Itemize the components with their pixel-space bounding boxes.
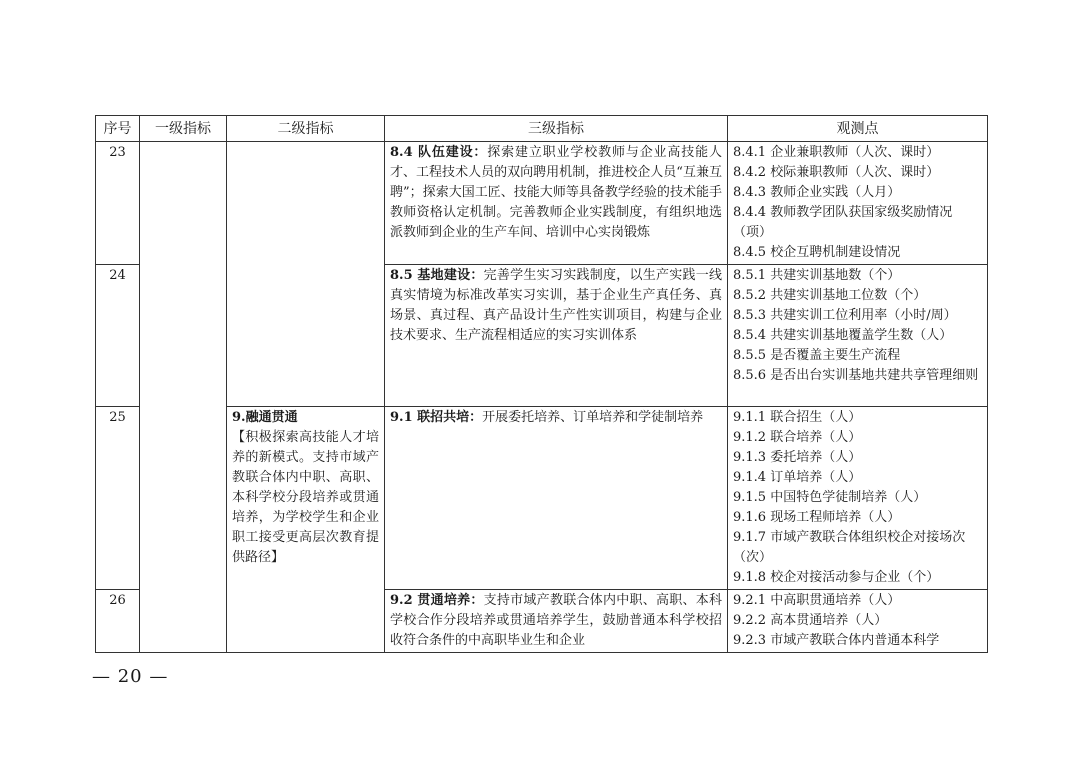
header-seq: 序号 [96, 116, 140, 142]
observation-cell [728, 265, 988, 407]
observation-cell [728, 407, 988, 590]
level2-title: 9.融通贯通 [232, 410, 298, 425]
observation-item: 9.1.1 联合招生（人） [733, 410, 862, 425]
observation-item: 8.5.6 是否出台实训基地共建共享管理细则 [733, 368, 979, 383]
observation-item: 9.1.8 校企对接活动参与企业（个） [733, 570, 940, 585]
observation-cell [728, 590, 988, 653]
observation-item: 9.2.2 高本贯通培养（人） [733, 613, 888, 628]
level3-cell [385, 590, 728, 653]
table-row [96, 407, 988, 590]
observation-item: 9.2.1 中高职贯通培养（人） [733, 593, 901, 608]
observation-item: 8.4.3 教师企业实践（人月） [733, 185, 901, 200]
observation-item: 8.5.1 共建实训基地数（个） [733, 268, 901, 283]
observation-item: 8.4.1 企业兼职教师（人次、课时） [733, 145, 940, 160]
observation-item: 8.4.4 教师教学团队获国家级奖励情况（项） [733, 205, 953, 240]
level3-text: 支持市域产教联合体内中职、高职、本科学校合作分段培养或贯通培养学生，鼓励普通本科学校招收符合条件的中高职毕业生和企业 [390, 593, 722, 648]
observation-item: 8.4.2 校际兼职教师（人次、课时） [733, 165, 940, 180]
observation-item: 9.2.3 市域产教联合体内普通本科学 [733, 633, 940, 648]
table-row [96, 142, 988, 265]
observation-cell [728, 142, 988, 265]
level3-title: 9.2 贯通培养： [390, 593, 484, 608]
observation-item: 9.1.4 订单培养（人） [733, 470, 862, 485]
observation-item: 9.1.7 市域产教联合体组织校企对接场次（次） [733, 530, 966, 565]
level3-text: 探索建立职业学校教师与企业高技能人才、工程技术人员的双向聘用机制，推进校企人员“互兼互聘”；探索大国工匠、技能大师等具备教学经验的技术能手教师资格认定机制。完善教师企业实践制度，有组织地选派教师到企业的生产车间、培训中心实岗锻炼 [390, 145, 722, 240]
observation-item: 8.5.3 共建实训工位利用率（小时/周） [733, 308, 957, 323]
level3-title: 9.1 联招共培： [390, 410, 483, 425]
table-header-row [96, 116, 988, 142]
level3-cell [385, 265, 728, 407]
level3-text: 开展委托培养、订单培养和学徒制培养 [482, 410, 704, 425]
header-observation: 观测点 [728, 116, 988, 142]
level3-title: 8.5 基地建设： [390, 268, 484, 283]
row-number: 26 [96, 590, 140, 653]
observation-item: 8.5.4 共建实训基地覆盖学生数（人） [733, 328, 953, 343]
level3-text: 完善学生实习实践制度，以生产实践一线真实情境为标准改革实习实训，基于企业生产真任务、真场景、真过程、真产品设计生产性实训项目，构建与企业技术要求、生产流程相适应的实习实训体系 [390, 268, 722, 343]
observation-item: 8.4.5 校企互聘机制建设情况 [733, 245, 901, 260]
row-number: 23 [96, 142, 140, 265]
observation-item: 9.1.5 中国特色学徒制培养（人） [733, 490, 927, 505]
level3-cell [385, 142, 728, 265]
level2-cell-8 [227, 142, 385, 407]
level1-cell [140, 142, 227, 653]
header-level1: 一级指标 [140, 116, 227, 142]
row-number: 24 [96, 265, 140, 407]
header-level3: 三级指标 [385, 116, 728, 142]
observation-item: 8.5.5 是否覆盖主要生产流程 [733, 348, 901, 363]
row-number: 25 [96, 407, 140, 590]
header-level2: 二级指标 [227, 116, 385, 142]
observation-item: 9.1.3 委托培养（人） [733, 450, 862, 465]
level3-title: 8.4 队伍建设： [390, 145, 488, 160]
observation-item: 8.5.2 共建实训基地工位数（个） [733, 288, 927, 303]
observation-item: 9.1.6 现场工程师培养（人） [733, 510, 901, 525]
observation-item: 9.1.2 联合培养（人） [733, 430, 862, 445]
indicator-table [95, 115, 988, 653]
level2-text: 【积极探索高技能人才培养的新模式。支持市域产教联合体内中职、高职、本科学校分段培养或贯通培养，为学校学生和企业职工接受更高层次教育提供路径】 [232, 430, 379, 565]
page-number: — 20 — [92, 666, 169, 687]
level2-cell-9 [227, 407, 385, 653]
level3-cell [385, 407, 728, 590]
